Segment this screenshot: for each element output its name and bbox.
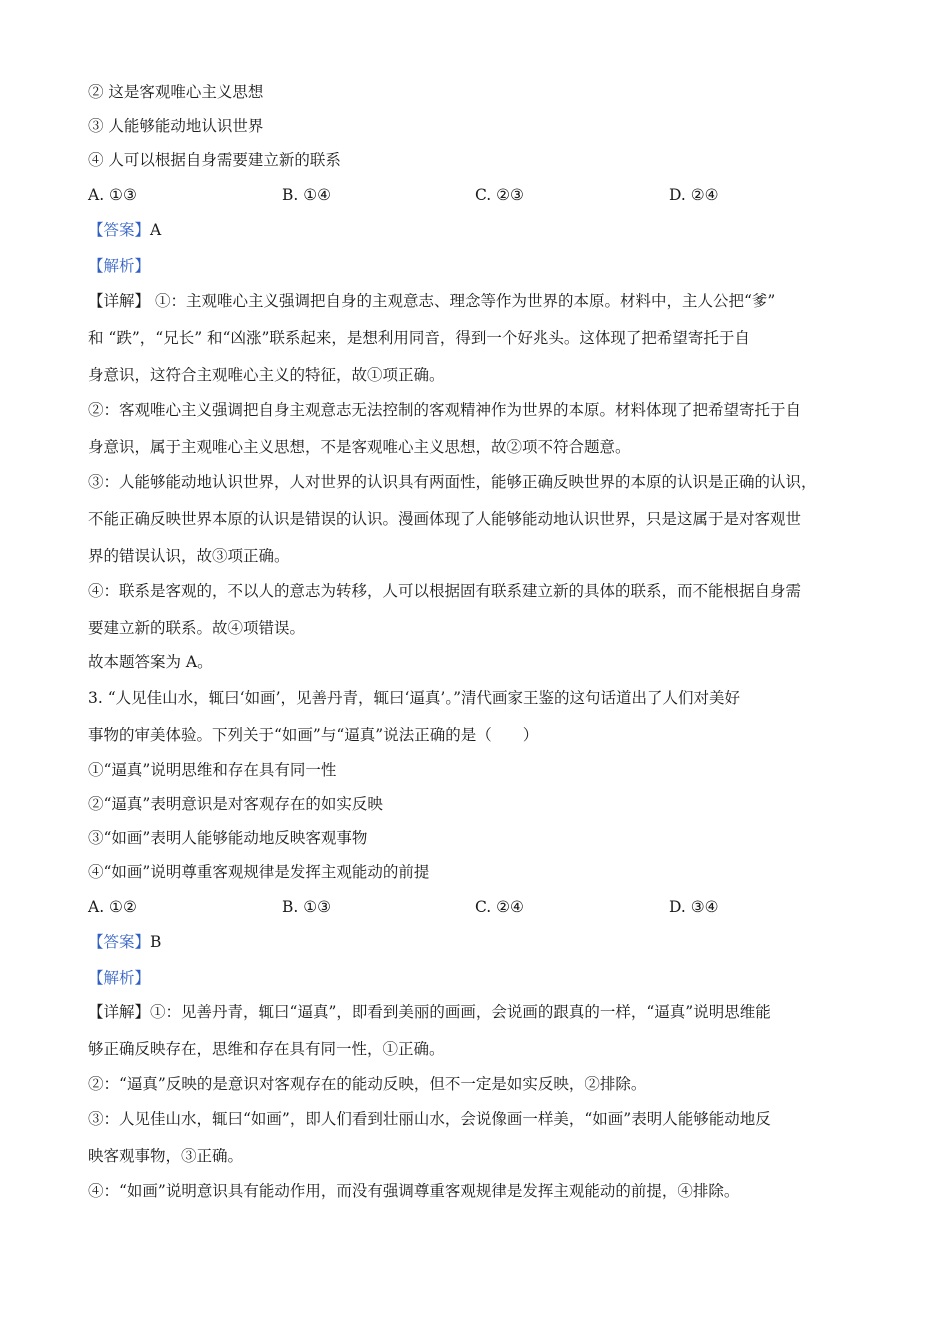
q2-analysis-tag: 【解析】 bbox=[88, 257, 151, 275]
detail-text: ①：主观唯心主义强调把自身的主观意志、理念等作为世界的本原。材料中，主人公把“爹” bbox=[150, 292, 776, 310]
q3-analysis-tag: 【解析】 bbox=[88, 969, 151, 987]
q3-option-c: C. ②④ bbox=[475, 898, 524, 916]
q3-option-d: D. ③④ bbox=[669, 898, 719, 916]
q3-detail-line-4: ③：人见佳山水，辄曰“如画”，即人们看到壮丽山水，会说像画一样美，“如画”表明人能够能动地反 bbox=[88, 1110, 771, 1128]
q2-conclusion: 故本题答案为 A。 bbox=[88, 653, 213, 671]
q2-detail-line-3: 身意识，这符合主观唯心主义的特征，故①项正确。 bbox=[88, 366, 445, 384]
q2-option-b: B. ①④ bbox=[282, 186, 332, 204]
q3-option-b: B. ①③ bbox=[282, 898, 332, 916]
q3-detail-line-6: ④：“如画”说明意识具有能动作用，而没有强调尊重客观规律是发挥主观能动的前提，④排除。 bbox=[88, 1182, 740, 1200]
q2-option-a: A. ①③ bbox=[88, 186, 137, 204]
q3-answer bbox=[88, 932, 161, 952]
q2-detail-line-4: ②：客观唯心主义强调把自身主观意志无法控制的客观精神作为世界的本原。材料体现了把希望寄托于自 bbox=[88, 401, 802, 419]
q3-statement-2: ②“逼真”表明意识是对客观存在的如实反映 bbox=[88, 795, 383, 813]
q2-statement-2: ② 这是客观唯心主义思想 bbox=[88, 83, 264, 101]
q3-statement-3: ③“如画”表明人能够能动地反映客观事物 bbox=[88, 829, 368, 847]
detail-tag: 【详解】 bbox=[88, 292, 151, 310]
q2-answer bbox=[88, 220, 161, 240]
q3-detail-line-3: ②：“逼真”反映的是意识对客观存在的能动反映，但不一定是如实反映，②排除。 bbox=[88, 1075, 647, 1093]
q2-option-c: C. ②③ bbox=[475, 186, 524, 204]
answer-tag: 【答案】 bbox=[88, 933, 151, 951]
q2-detail-line-9: ④：联系是客观的，不以人的意志为转移，人可以根据固有联系建立新的具体的联系，而不能根据自身需 bbox=[88, 582, 802, 600]
answer-tag: 【答案】 bbox=[88, 221, 151, 239]
q3-option-a: A. ①② bbox=[88, 898, 137, 916]
answer-value: B bbox=[150, 933, 162, 951]
q2-option-d: D. ②④ bbox=[669, 186, 719, 204]
q2-detail-line-7: 不能正确反映世界本原的认识是错误的认识。漫画体现了人能够能动地认识世界，只是这属于是对客观世 bbox=[88, 510, 802, 528]
q2-detail-line-1 bbox=[88, 291, 862, 311]
q2-detail-line-6: ③：人能够能动地认识世界，人对世界的认识具有两面性，能够正确反映世界的本原的认识是正确的认识， bbox=[88, 473, 817, 491]
q2-detail-line-2: 和 “跌”，“兄长” 和“凶涨”联系起来，是想利用同音，得到一个好兆头。这体现了把希望寄托于自 bbox=[88, 329, 750, 347]
q2-statement-4: ④ 人可以根据自身需要建立新的联系 bbox=[88, 151, 341, 169]
q3-detail-line-5: 映客观事物，③正确。 bbox=[88, 1147, 244, 1165]
q3-detail-line-2: 够正确反映存在，思维和存在具有同一性，①正确。 bbox=[88, 1040, 445, 1058]
q2-detail-line-5: 身意识，属于主观唯心主义思想，不是客观唯心主义思想，故②项不符合题意。 bbox=[88, 438, 631, 456]
q3-stem-line-2: 事物的审美体验。下列关于“如画”与“逼真”说法正确的是（ ） bbox=[88, 726, 539, 744]
q2-detail-line-10: 要建立新的联系。故④项错误。 bbox=[88, 619, 306, 637]
q3-statement-4: ④“如画”说明尊重客观规律是发挥主观能动的前提 bbox=[88, 863, 430, 881]
detail-tag: 【详解】 bbox=[88, 1003, 151, 1021]
answer-value: A bbox=[150, 221, 162, 239]
q2-statement-3: ③ 人能够能动地认识世界 bbox=[88, 117, 264, 135]
q3-stem-line-1: 3. “人见佳山水，辄曰‘如画’，见善丹青，辄曰‘逼真’。”清代画家王鉴的这句话道出了人们对美好 bbox=[88, 689, 741, 707]
q3-detail-line-1 bbox=[88, 1002, 862, 1022]
detail-text: ①：见善丹青，辄曰“逼真”，即看到美丽的画画，会说画的跟真的一样，“逼真”说明思维能 bbox=[150, 1003, 771, 1021]
q3-statement-1: ①“逼真”说明思维和存在具有同一性 bbox=[88, 761, 337, 779]
q2-detail-line-8: 界的错误认识，故③项正确。 bbox=[88, 547, 290, 565]
